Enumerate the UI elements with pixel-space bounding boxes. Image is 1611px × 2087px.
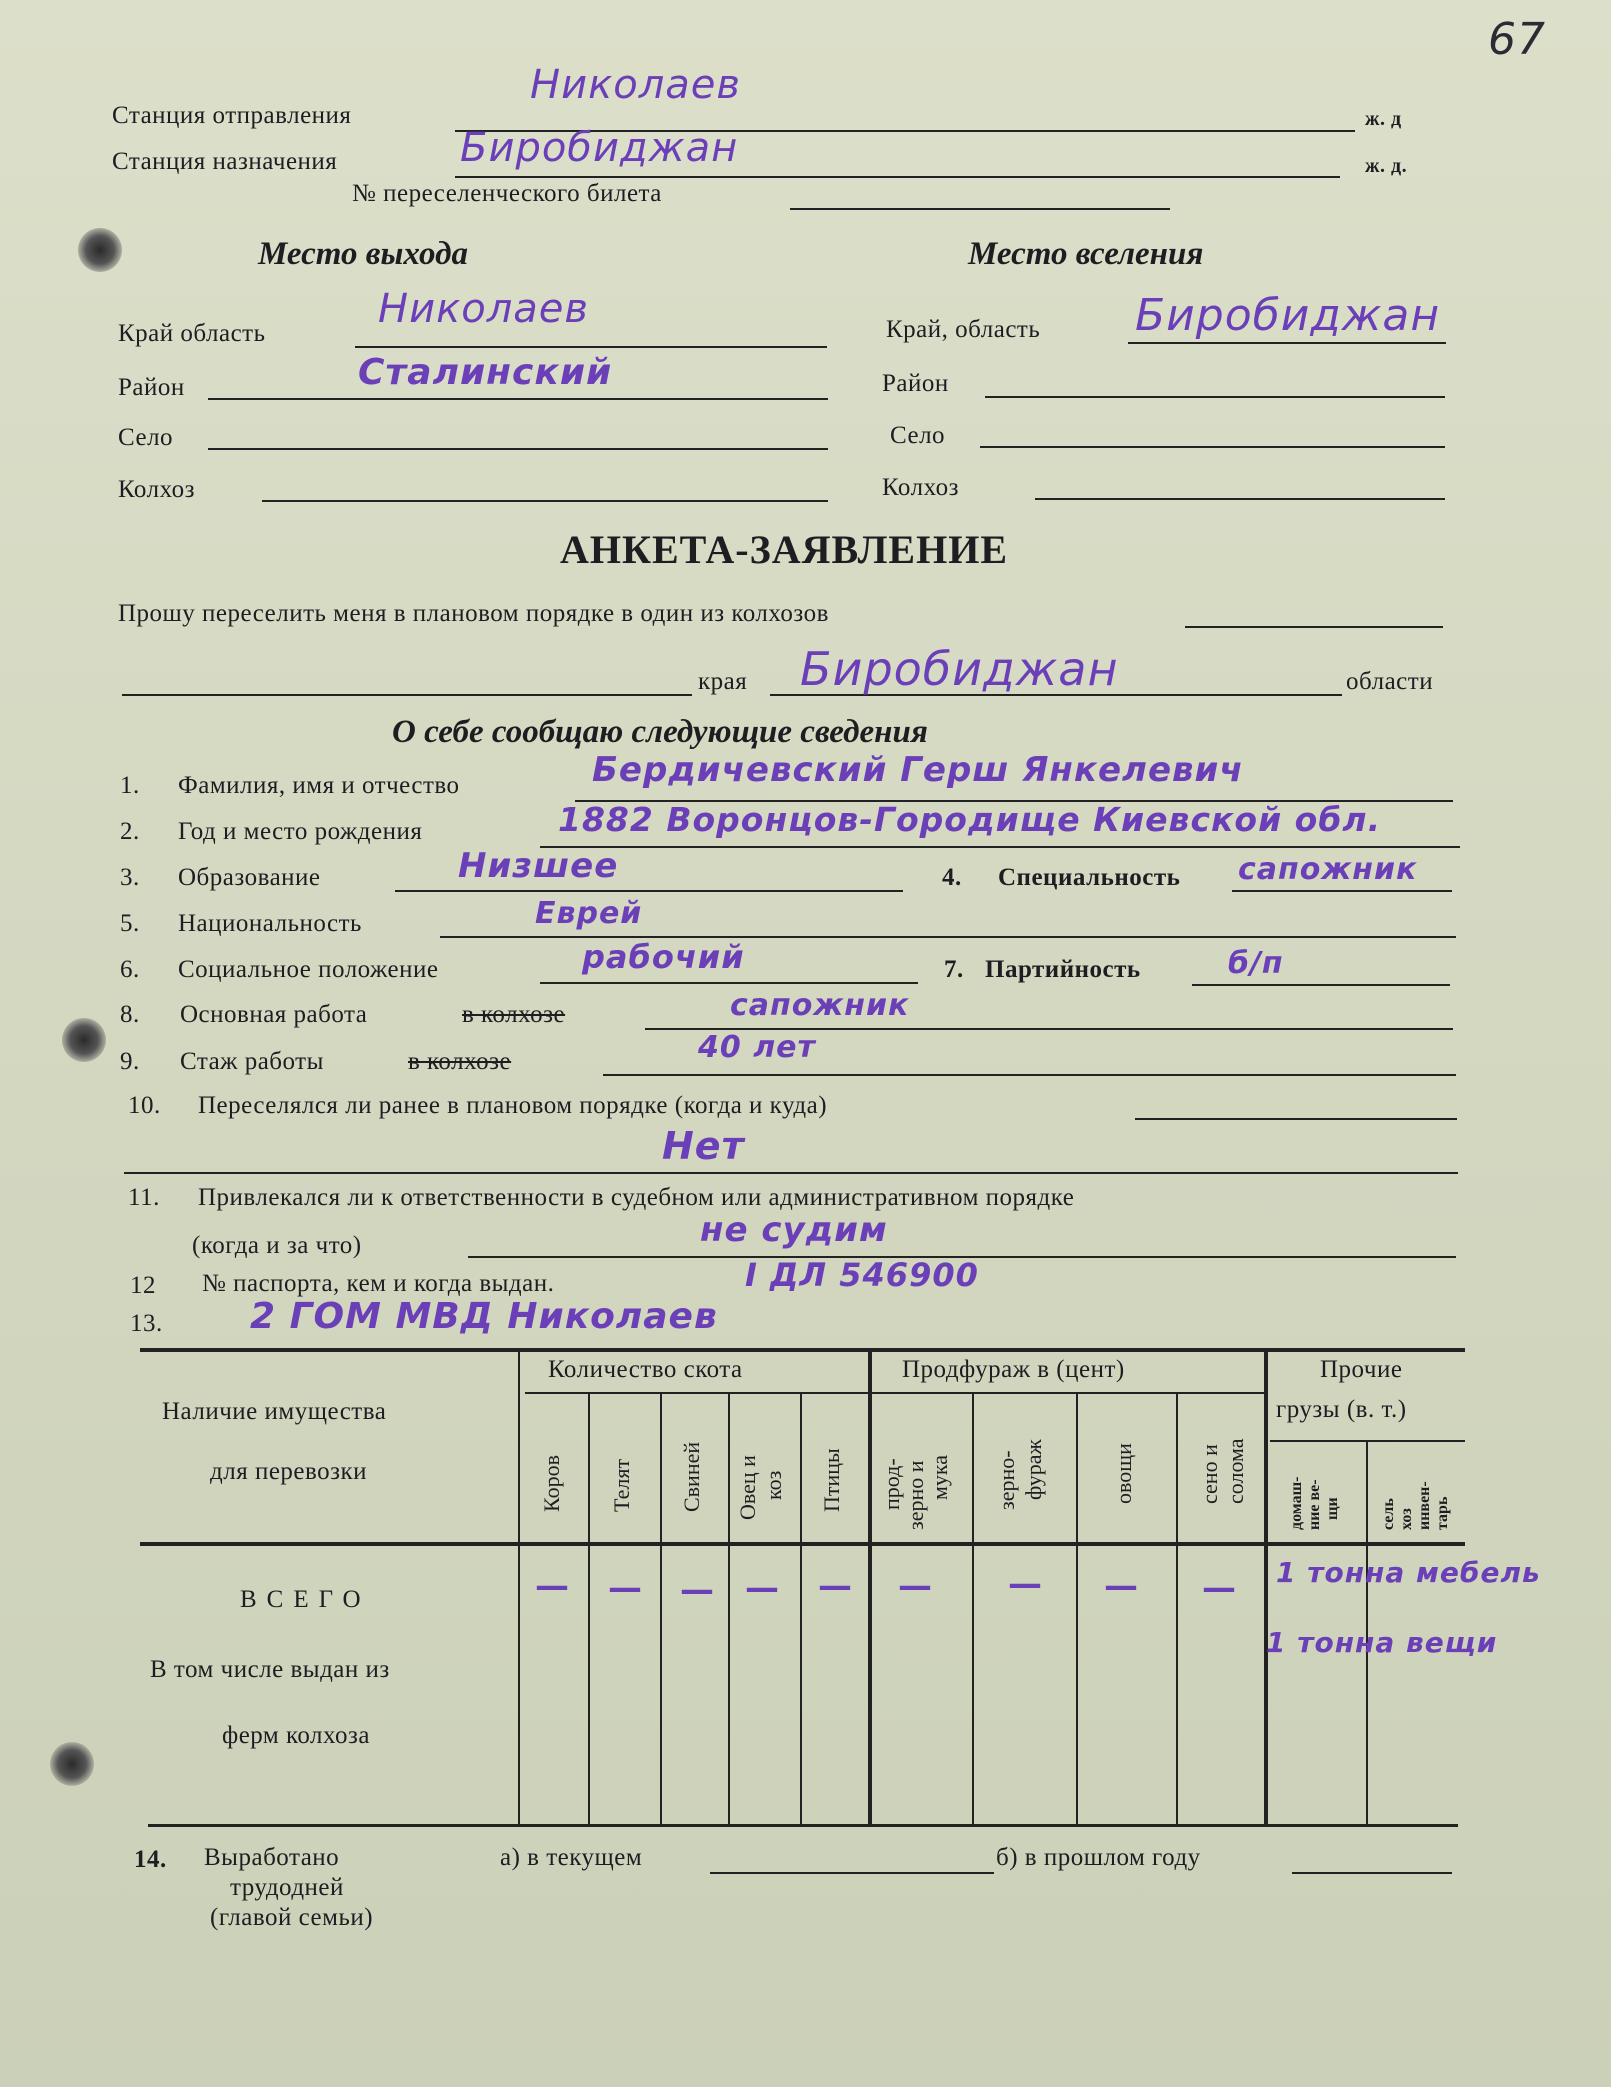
total-feedgrain-dash: —	[1008, 1564, 1042, 1604]
f6-value: рабочий	[582, 938, 745, 976]
f2-label: Год и место рождения	[178, 818, 423, 845]
exit-place-title: Место выхода	[258, 236, 468, 272]
rail-suffix-1: ж. д	[1365, 108, 1402, 130]
settle-region-value: Биробиджан	[1135, 290, 1441, 341]
f3-num: 3.	[120, 864, 140, 891]
total-hay-dash: —	[1202, 1568, 1236, 1608]
about-title: О себе сообщаю следующие сведения	[392, 714, 928, 750]
f4-num: 4.	[942, 864, 962, 891]
f9-num: 9.	[120, 1048, 140, 1075]
f1-value: Бердичевский Герш Янкелевич	[592, 750, 1244, 790]
f7-value: б/п	[1228, 946, 1284, 981]
f10-num: 10.	[128, 1092, 161, 1119]
workdays-label-1: Выработано	[204, 1844, 340, 1871]
f5-value: Еврей	[535, 896, 643, 931]
punch-hole	[78, 228, 122, 272]
f7-label: Партийность	[985, 956, 1141, 983]
f5-label: Национальность	[178, 910, 362, 937]
f10-value: Нет	[662, 1124, 745, 1168]
departure-station-value: Николаев	[530, 62, 741, 108]
rail-suffix-2: ж. д.	[1365, 155, 1408, 177]
other-header-2: грузы (в. т.)	[1276, 1396, 1407, 1423]
f9-label: Стаж работы	[180, 1048, 324, 1075]
col-pigs: Свиней	[679, 1441, 704, 1512]
total-veg-dash: —	[1104, 1566, 1138, 1606]
f3-label: Образование	[178, 864, 321, 891]
settle-region-label: Край, область	[886, 316, 1041, 343]
cattle-header: Количество скота	[548, 1356, 743, 1383]
col-home-1: домаш-	[1288, 1476, 1305, 1530]
exit-district-label: Район	[118, 374, 185, 401]
oblast-label: области	[1346, 668, 1434, 695]
exit-kolkhoz-label: Колхоз	[118, 476, 195, 503]
settle-village-label: Село	[890, 422, 946, 449]
col-sheep-2: коз	[761, 1470, 786, 1500]
farm-label: ферм колхоза	[222, 1722, 371, 1749]
col-farm-4: тарь	[1434, 1496, 1451, 1530]
f1-num: 1.	[120, 772, 140, 799]
kraya-label: края	[698, 668, 748, 695]
total-pigs-dash: —	[680, 1570, 714, 1610]
col-grain-2: зерно и	[903, 1460, 928, 1530]
fodder-header: Продфураж в (цент)	[902, 1356, 1125, 1383]
property-label-2: для перевозки	[210, 1458, 368, 1485]
col-feedgrain-1: зерно-	[994, 1450, 1019, 1510]
f8-struck: в колхозе	[462, 1001, 566, 1028]
ticket-label: № переселенческого билета	[352, 180, 662, 207]
page-number: 67	[1488, 14, 1546, 65]
f1-label: Фамилия, имя и отчество	[178, 772, 460, 799]
f8-label: Основная работа	[180, 1001, 368, 1028]
total-cows-dash: —	[535, 1566, 569, 1606]
kraya-value: Биробиджан	[800, 642, 1119, 696]
f7-num: 7.	[944, 956, 964, 983]
settle-place-title: Место вселения	[968, 236, 1204, 272]
col-veg: овощи	[1111, 1443, 1136, 1504]
f4-value: сапожник	[1238, 852, 1418, 887]
col-farm-1: сель	[1380, 1498, 1397, 1530]
f3-value: Низшее	[458, 846, 619, 886]
col-birds: Птицы	[819, 1448, 844, 1512]
punch-hole	[62, 1018, 106, 1062]
f13-value: 2 ГОМ МВД Николаев	[250, 1296, 718, 1337]
exit-village-label: Село	[118, 424, 174, 451]
col-farm-2: хоз	[1398, 1508, 1415, 1530]
col-cows: Коров	[539, 1455, 564, 1512]
col-hay-2: солома	[1223, 1438, 1248, 1504]
f11-num: 11.	[128, 1184, 160, 1211]
f8-value: сапожник	[730, 988, 910, 1023]
f10-label: Переселялся ли ранее в плановом порядке (когда и куда)	[198, 1092, 828, 1119]
workdays-label-2: трудодней	[230, 1874, 344, 1901]
departure-station-label: Станция отправления	[112, 102, 352, 129]
current-label: а) в текущем	[500, 1844, 643, 1871]
form-title: АНКЕТА-ЗАЯВЛЕНИЕ	[560, 527, 1009, 572]
f12-num: 12	[130, 1272, 156, 1299]
destination-station-value: Биробиджан	[460, 125, 739, 171]
f6-label: Социальное положение	[178, 956, 439, 983]
f11-label: Привлекался ли к ответственности в судебном или административном порядке	[198, 1184, 1075, 1211]
other-value-1: 1 тонна мебель	[1276, 1556, 1541, 1589]
total-grain-dash: —	[898, 1566, 932, 1606]
f4-label: Специальность	[998, 864, 1181, 891]
request-text: Прошу переселить меня в плановом порядке в один из колхозов	[118, 600, 829, 627]
workdays-num: 14.	[134, 1846, 167, 1873]
f11-label2: (когда и за что)	[192, 1232, 362, 1259]
col-calves: Телят	[609, 1458, 634, 1512]
destination-station-label: Станция назначения	[112, 148, 338, 175]
f2-value: 1882 Воронцов-Городище Киевской обл.	[558, 800, 1382, 839]
total-label: ВСЕГО	[240, 1586, 371, 1613]
col-home-2: ние ве-	[1306, 1479, 1323, 1530]
property-label-1: Наличие имущества	[162, 1398, 387, 1425]
col-home-3: щи	[1324, 1497, 1341, 1520]
exit-region-value: Николаев	[378, 286, 589, 332]
workdays-label-3: (главой семьи)	[210, 1904, 374, 1931]
last-label: б) в прошлом году	[996, 1844, 1201, 1871]
col-farm-3: инвен-	[1416, 1481, 1433, 1530]
f5-num: 5.	[120, 910, 140, 937]
total-calves-dash: —	[608, 1568, 642, 1608]
settle-district-label: Район	[882, 370, 949, 397]
col-sheep-1: Овец и	[735, 1455, 760, 1520]
incl-label: В том числе выдан из	[150, 1656, 390, 1683]
settle-kolkhoz-label: Колхоз	[882, 474, 959, 501]
f11-value: не судим	[700, 1210, 888, 1250]
col-grain-1: прод-	[879, 1458, 904, 1510]
exit-region-label: Край область	[118, 320, 266, 347]
total-birds-dash: —	[818, 1566, 852, 1606]
f13-num: 13.	[130, 1310, 163, 1337]
f9-struck: в колхозе	[408, 1048, 512, 1075]
f9-value: 40 лет	[698, 1030, 816, 1065]
col-grain-3: мука	[927, 1454, 952, 1500]
other-value-2: 1 тонна вещи	[1266, 1626, 1498, 1659]
other-header-1: Прочие	[1320, 1356, 1403, 1383]
f6-num: 6.	[120, 956, 140, 983]
f8-num: 8.	[120, 1001, 140, 1028]
col-feedgrain-2: фураж	[1021, 1439, 1046, 1500]
punch-hole	[50, 1742, 94, 1786]
exit-district-value: Сталинский	[358, 352, 613, 393]
col-hay-1: сено и	[1197, 1444, 1222, 1504]
f2-num: 2.	[120, 818, 140, 845]
total-sheep-dash: —	[745, 1568, 779, 1608]
f12-label: № паспорта, кем и когда выдан.	[202, 1270, 555, 1297]
f12-value: I ДЛ 546900	[745, 1256, 979, 1294]
